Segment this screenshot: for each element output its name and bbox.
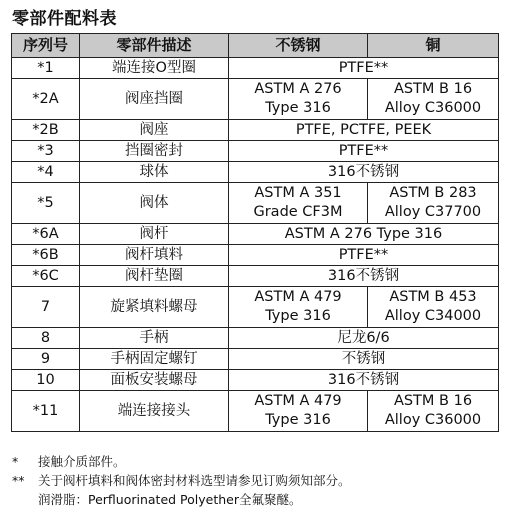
serial-number-cell: *4 (12, 162, 80, 183)
part-description-cell: 阀杆垫圈 (80, 266, 229, 287)
table-row (12, 391, 499, 432)
table-row (12, 224, 499, 245)
material-spec-line: ASTM A 479 (254, 289, 342, 305)
table-row (12, 328, 499, 349)
material-spec-line: Type 316 (265, 308, 331, 324)
table-row (12, 287, 499, 328)
part-description-cell: 阀杆 (80, 224, 229, 245)
material-spec-line: ASTM A 351 (254, 185, 342, 201)
part-description-cell: 手柄固定螺钉 (80, 349, 229, 370)
footnotes (12, 452, 351, 509)
header-part-description: 零部件描述 (80, 34, 229, 58)
serial-number-cell: *2A (12, 79, 80, 120)
material-shared-cell: 316不锈钢 (229, 162, 499, 183)
material-shared-cell: PTFE, PCTFE, PEEK (229, 120, 499, 141)
part-description-cell: 手柄 (80, 328, 229, 349)
part-description-cell: 球体 (80, 162, 229, 183)
material-spec-line: ASTM B 453 (389, 289, 477, 305)
serial-number-cell: *5 (12, 183, 80, 224)
footnote (12, 452, 351, 471)
table-row (12, 370, 499, 391)
table-row (12, 79, 499, 120)
stainless-material-cell (229, 79, 368, 120)
material-spec-line: Alloy C34000 (384, 308, 482, 324)
material-spec-line: ASTM A 479 (254, 393, 342, 409)
material-shared-cell: 不锈钢 (229, 349, 499, 370)
part-description-cell: 阀座 (80, 120, 229, 141)
footnote (12, 471, 351, 490)
stainless-material-cell (229, 391, 368, 432)
table-row (12, 141, 499, 162)
part-description-cell: 阀座挡圈 (80, 79, 229, 120)
material-spec-line: Type 316 (265, 100, 331, 116)
serial-number-cell: *1 (12, 58, 80, 79)
material-shared-cell: PTFE** (229, 141, 499, 162)
serial-number-cell: 7 (12, 287, 80, 328)
serial-number-cell: *6C (12, 266, 80, 287)
stainless-material-cell (229, 287, 368, 328)
header-stainless-steel: 不锈钢 (229, 34, 368, 58)
brass-material-cell (368, 183, 499, 224)
serial-number-cell: *6B (12, 245, 80, 266)
table-row (12, 183, 499, 224)
material-spec-line: ASTM A 276 (254, 81, 342, 97)
material-spec-line: Type 316 (265, 412, 331, 428)
material-spec-line: Grade CF3M (253, 204, 343, 220)
serial-number-cell: 9 (12, 349, 80, 370)
table-row (12, 349, 499, 370)
page-title: 零部件配料表 (12, 9, 117, 29)
footnote-text: 润滑脂：Perfluorinated Polyether全氟聚醚。 (38, 492, 302, 507)
material-shared-cell: ASTM A 276 Type 316 (229, 224, 499, 245)
table-row (12, 162, 499, 183)
part-description-cell: 阀杆填料 (80, 245, 229, 266)
serial-number-cell: 8 (12, 328, 80, 349)
material-spec-line: ASTM B 283 (389, 185, 477, 201)
table-row (12, 245, 499, 266)
part-description-cell: 面板安装螺母 (80, 370, 229, 391)
table-header-row (12, 34, 499, 58)
footnote-mark: ** (12, 473, 25, 488)
material-spec-line: ASTM B 16 (393, 81, 473, 97)
material-shared-cell: 316不锈钢 (229, 266, 499, 287)
serial-number-cell: *11 (12, 391, 80, 432)
material-spec-line: Alloy C36000 (384, 412, 482, 428)
brass-material-cell (368, 287, 499, 328)
part-description-cell: 阀体 (80, 183, 229, 224)
part-description-cell: 端连接O型圈 (80, 58, 229, 79)
material-shared-cell: PTFE** (229, 245, 499, 266)
part-description-cell: 旋紧填料螺母 (80, 287, 229, 328)
table-row (12, 120, 499, 141)
footnote-text: 关于阀杆填料和阀体密封材料选型请参见订购须知部分。 (38, 473, 351, 488)
material-spec-line: ASTM B 16 (393, 393, 473, 409)
brass-material-cell (368, 391, 499, 432)
footnote-mark: * (12, 454, 19, 469)
serial-number-cell: *2B (12, 120, 80, 141)
footnote (12, 490, 351, 509)
material-shared-cell: 316不锈钢 (229, 370, 499, 391)
serial-number-cell: *3 (12, 141, 80, 162)
material-shared-cell: 尼龙6/6 (229, 328, 499, 349)
footnote-mark (12, 490, 38, 509)
footnote-text: 接触介质部件。 (38, 454, 126, 469)
stainless-material-cell (229, 183, 368, 224)
parts-table-body (12, 58, 499, 432)
serial-number-cell: *6A (12, 224, 80, 245)
table-row (12, 58, 499, 79)
table-row (12, 266, 499, 287)
material-spec-line: Alloy C36000 (384, 100, 482, 116)
part-description-cell: 端连接接头 (80, 391, 229, 432)
part-description-cell: 挡圈密封 (80, 141, 229, 162)
material-spec-line: Alloy C37700 (384, 204, 482, 220)
material-shared-cell: PTFE** (229, 58, 499, 79)
header-brass: 铜 (368, 34, 499, 58)
serial-number-cell: 10 (12, 370, 80, 391)
brass-material-cell (368, 79, 499, 120)
header-serial-number: 序列号 (12, 34, 80, 58)
parts-table (11, 33, 499, 432)
